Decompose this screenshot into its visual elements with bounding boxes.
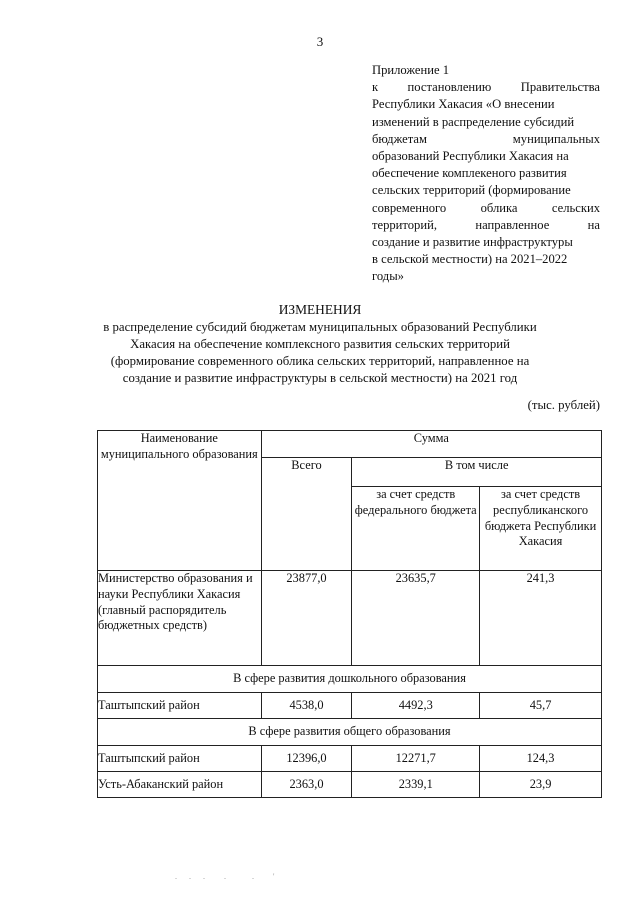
row-republic: 241,3 [480,571,602,666]
appendix-line: сельских территорий (формирование [372,183,571,198]
row-federal: 2339,1 [352,772,480,798]
row-name: Таштыпский район [98,746,262,772]
header-total: Всего [261,458,352,571]
row-total: 4538,0 [261,693,352,719]
appendix-line: к постановлению Правительства [372,80,600,95]
title-line: в распределение субсидий бюджетам муниципальных образований Республики [103,320,537,334]
section-header [98,666,602,693]
table-row [98,772,602,798]
appendix-line: территорий, направленное на [372,217,600,232]
row-republic: 23,9 [480,772,602,798]
appendix-line: Приложение 1 [372,63,450,77]
row-name: Министерство образования и науки Республики Хакасия (главный распорядитель бюджетных средств) [98,571,262,666]
row-total: 2363,0 [261,772,352,798]
title-heading: ИЗМЕНЕНИЯ [278,302,362,317]
header-including: В том числе [352,458,602,487]
document-title [0,301,640,387]
row-name: Таштыпский район [98,693,262,719]
header-federal: за счет средств федерального бюджета [352,487,480,571]
title-line: Хакасия на обеспечение комплексного развития сельских территорий [130,337,510,351]
scan-specks: . . . . . ' [175,872,280,881]
appendix-line: создание и развитие инфраструктуры [372,235,573,250]
appendix-line: бюджетам муниципальных [372,131,600,146]
title-line: создание и развитие инфраструктуры в сельской местности) на 2021 год [122,371,518,385]
header-republic: за счет средств республиканского бюджета Республики Хакасия [480,487,602,571]
appendix-line: образований Республики Хакасия на [372,149,569,164]
header-name: Наименование муниципального образования [98,431,262,571]
title-line: (формирование современного облика сельских территорий, направленное на [110,354,530,368]
appendix-line: годы» [372,269,404,284]
row-total: 23877,0 [261,571,352,666]
row-name: Усть-Абаканский район [98,772,262,798]
appendix-line: обеспечение комплекеного развития [372,166,567,181]
section-header [98,719,602,746]
units-label: (тыс. рублей) [527,398,600,412]
appendix-line: изменений в распределение субсидий [372,114,575,129]
appendix-line: в сельской местности) на 2021–2022 [372,252,568,267]
header-sum: Сумма [261,431,601,458]
section-title: В сфере развития общего образования [98,719,602,746]
appendix-line: Республики Хакасия «О внесении [372,97,555,112]
table-row-ministry [98,571,602,666]
page-number: 3 [316,34,324,49]
row-federal: 12271,7 [352,746,480,772]
section-title: В сфере развития дошкольного образования [98,666,602,693]
row-republic: 45,7 [480,693,602,719]
row-republic: 124,3 [480,746,602,772]
appendix-line: современного облика сельских [372,200,600,215]
table-row [98,746,602,772]
row-federal: 23635,7 [352,571,480,666]
table-row [98,693,602,719]
subsidy-table [97,430,602,798]
row-federal: 4492,3 [352,693,480,719]
row-total: 12396,0 [261,746,352,772]
appendix-block [372,62,600,286]
